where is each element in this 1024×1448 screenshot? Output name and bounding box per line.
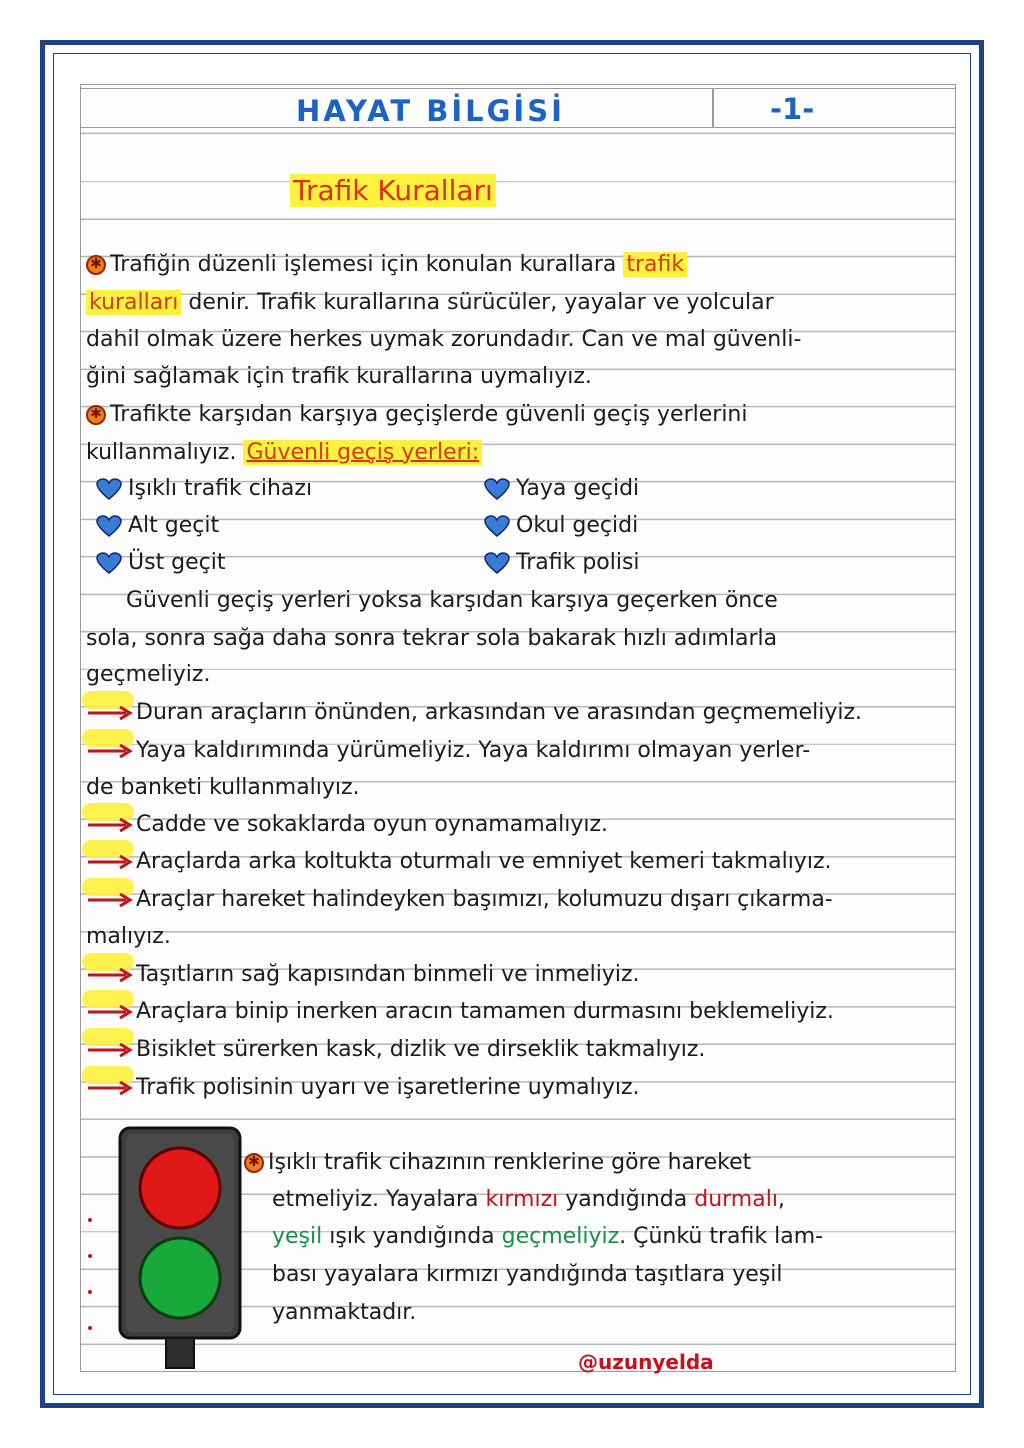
light-para-line5: yanmaktadır.	[272, 1300, 417, 1325]
para1-line4: ğini sağlamak için trafik kurallarına uymalıyız.	[86, 364, 592, 389]
list-item: Okul geçidi	[484, 513, 638, 538]
watermark: @uzunyelda	[578, 1350, 714, 1374]
light-para-line4: bası yayalara kırmızı yandığında taşıtlara yeşil	[272, 1262, 783, 1287]
page-number: -1-	[770, 92, 815, 126]
list-item: Işıklı trafik cihazı	[96, 476, 312, 501]
rule-item: Trafik polisinin uyarı ve işaretlerine uymalıyız.	[86, 1075, 640, 1101]
para3-line3: geçmeliyiz.	[86, 662, 211, 687]
heart-icon	[484, 515, 510, 537]
arrow-icon	[86, 850, 136, 875]
subject-title: HAYAT BİLGİSİ	[296, 94, 565, 128]
heart-icon	[484, 478, 510, 500]
heart-icon	[96, 552, 122, 574]
light-para-line3: yeşil ışık yandığında geçmeliyiz. Çünkü trafik lam-	[272, 1224, 824, 1249]
arrow-icon	[86, 701, 136, 726]
star-icon: ✱	[86, 405, 106, 425]
para1-line3: dahil olmak üzere herkes uymak zorundadır. Can ve mal güvenli-	[86, 327, 802, 352]
rule-item: Yaya kaldırımında yürümeliyiz. Yaya kaldırımı olmayan yerler-	[86, 738, 810, 764]
arrow-icon	[86, 888, 136, 913]
para1-line1: ✱ Trafiğin düzenli işlemesi için konulan kurallara trafik	[86, 252, 687, 277]
rule-item: Araçlarda arka koltukta oturmalı ve emniyet kemeri takmalıyız.	[86, 849, 831, 875]
page-title: Trafik Kuralları	[290, 174, 496, 207]
para3-line2: sola, sonra sağa daha sonra tekrar sola bakarak hızlı adımlarla	[86, 626, 778, 651]
rule-item: Cadde ve sokaklarda oyun oynamamalıyız.	[86, 812, 608, 838]
para3-line1: Güvenli geçiş yerleri yoksa karşıdan karşıya geçerken önce	[126, 588, 778, 613]
traffic-light-icon	[118, 1126, 242, 1370]
rule-item-cont: de banketi kullanmalıyız.	[86, 775, 360, 800]
list-item: Üst geçit	[96, 550, 226, 575]
list-item: Trafik polisi	[484, 550, 640, 575]
para1-line2: kuralları denir. Trafik kurallarına sürücüler, yayalar ve yolcular	[86, 290, 774, 315]
arrow-icon	[86, 1038, 136, 1063]
heart-icon	[484, 552, 510, 574]
para2-line1: ✱ Trafikte karşıdan karşıya geçişlerde güvenli geçiş yerlerini	[86, 402, 747, 427]
heart-icon	[96, 515, 122, 537]
heart-icon	[96, 478, 122, 500]
arrow-icon	[86, 1000, 136, 1025]
arrow-icon	[86, 963, 136, 988]
light-para-line2: etmeliyiz. Yayalara kırmızı yandığında durmalı,	[272, 1187, 785, 1212]
para2-line2: kullanmalıyız. Güvenli geçiş yerleri:	[86, 440, 482, 465]
arrow-icon	[86, 739, 136, 764]
rule-item: Bisiklet sürerken kask, dizlik ve dirseklik takmalıyız.	[86, 1037, 705, 1063]
rule-item: Araçlara binip inerken aracın tamamen durmasını beklemeliyiz.	[86, 999, 834, 1025]
list-item: Yaya geçidi	[484, 476, 639, 501]
arrow-icon	[86, 813, 136, 838]
light-para-line1: ✱ Işıklı trafik cihazının renklerine göre hareket	[244, 1150, 751, 1175]
star-icon: ✱	[86, 255, 106, 275]
rule-item: Taşıtların sağ kapısından binmeli ve inmeliyiz.	[86, 962, 640, 988]
star-icon: ✱	[244, 1153, 264, 1173]
rule-item: Araçlar hareket halindeyken başımızı, kolumuzu dışarı çıkarma-	[86, 887, 833, 913]
rule-item: Duran araçların önünden, arkasından ve arasından geçmemeliyiz.	[86, 700, 862, 726]
rule-item-cont: malıyız.	[86, 924, 171, 949]
list-item: Alt geçit	[96, 513, 219, 538]
arrow-icon	[86, 1076, 136, 1101]
